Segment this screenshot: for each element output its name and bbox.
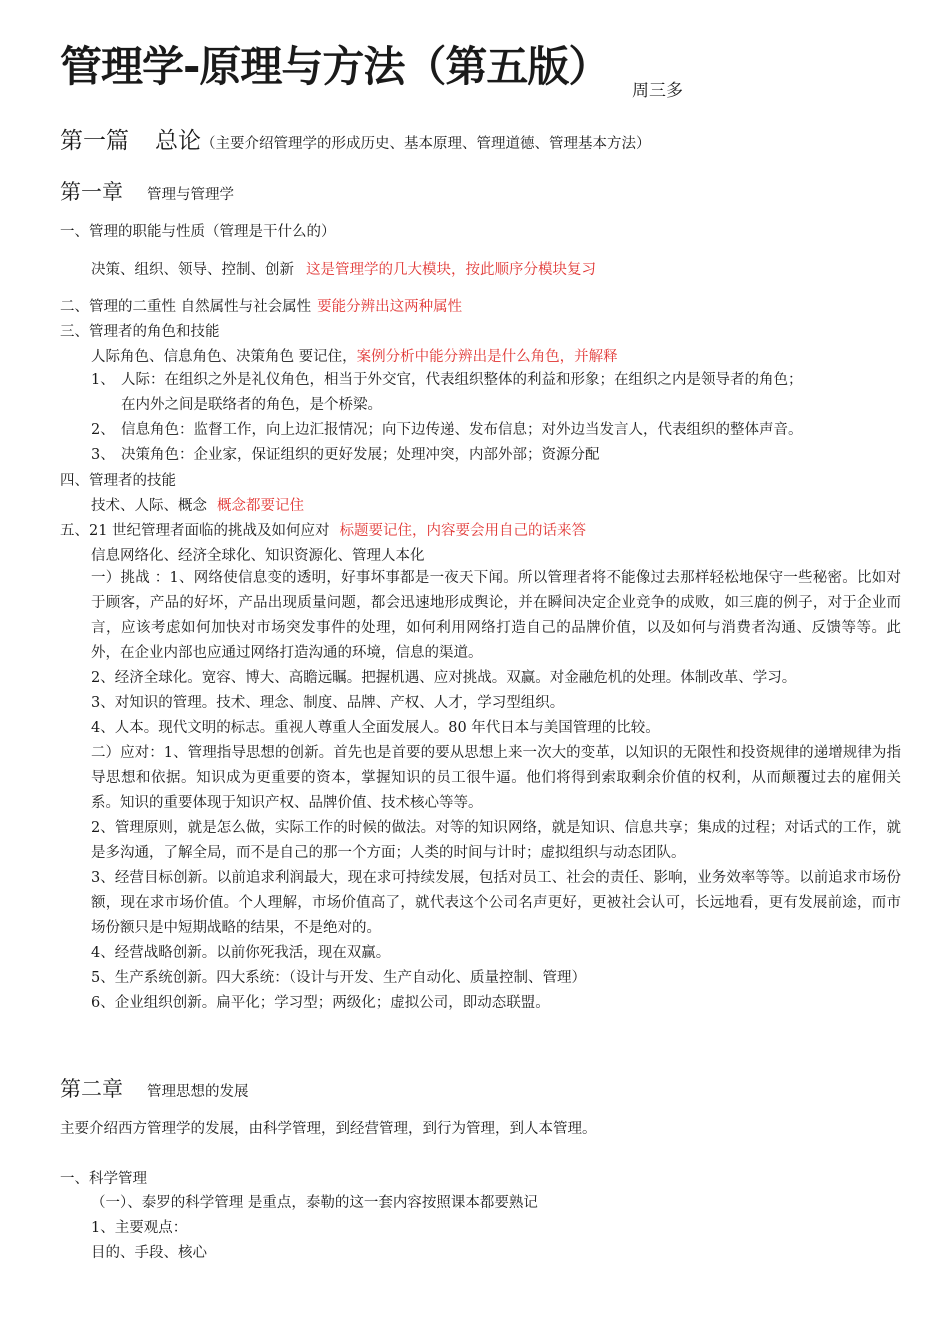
- document-title: 管理学-原理与方法（第五版）: [60, 42, 610, 91]
- study-note: 这是管理学的几大模块，按此顺序分模块复习: [306, 262, 596, 278]
- skills-list: 技术、人际、概念: [91, 498, 207, 514]
- point-heading: 1、主要观点：: [91, 1220, 188, 1236]
- paragraph: 3、对知识的管理。技术、理念、制度、品牌、产权、人才，学习型组织。: [91, 695, 565, 711]
- paragraph: 二）应对：1、管理指导思想的创新。首先也是首要的要从思想上来一次大的变革，以知识的无限性和投资规律的递增规律为指导思想和依据。知识成为更重要的资本，掌握知识的员工很牛逼。他们将得到索取剩余价值的权利，从而颠覆过去的雇佣关系。知识的重要体现于知识产权、品牌价值、技术核心等等。: [91, 745, 901, 811]
- study-note: 要能分辨出这两种属性: [317, 299, 463, 315]
- part-description: （主要介绍管理学的形成历史、基本原理、管理道德、管理基本方法）: [201, 136, 651, 152]
- section-5-title: 五、21 世纪管理者面临的挑战及如何应对: [60, 523, 330, 539]
- chapter-2-heading: [60, 1073, 249, 1103]
- chapter-name: 管理与管理学: [147, 187, 234, 203]
- part-heading: [60, 122, 651, 155]
- section-4-content: [91, 494, 304, 515]
- chapter-1-heading: [60, 176, 234, 206]
- paragraph: 4、人本。现代文明的标志。重视人尊重人全面发展人。80 年代日本与美国管理的比较。: [91, 720, 660, 736]
- subsection-heading: （一）、泰罗的科学管理 是重点，泰勒的这一套内容按照课本都要熟记: [91, 1195, 538, 1211]
- section-heading-1: 一、科学管理: [60, 1171, 147, 1187]
- item-number: 1、: [91, 372, 115, 388]
- section-heading-1: 一、管理的职能与性质（管理是干什么的）: [60, 224, 336, 240]
- item-number: 3、: [91, 447, 115, 463]
- paragraph: 2、管理原则，就是怎么做，实际工作的时候的做法。对等的知识网络，就是知识、信息共享；集成的过程；对话式的工作，就是多沟通，了解全局，而不是自己的那一个方面；人类的时间与计时；虚拟组织与动态团队。: [91, 820, 901, 861]
- section-2-title: 二、管理的二重性 自然属性与社会属性: [60, 299, 312, 315]
- roles-list: 人际角色、信息角色、决策角色 要记住，: [91, 349, 357, 365]
- list-item: [91, 443, 901, 468]
- item-text: 人际：在组织之外是礼仪角色，相当于外交官，代表组织整体的利益和形象；在组织之内是领导者的角色；: [121, 372, 803, 388]
- section-5-summary: 信息网络化、经济全球化、知识资源化、管理人本化: [91, 548, 425, 564]
- item-number: 2、: [91, 422, 115, 438]
- paragraph: 4、经营战略创新。以前你死我活，现在双赢。: [91, 945, 391, 961]
- chapter-name: 管理思想的发展: [147, 1084, 249, 1100]
- item-text-continued: 在内外之间是联络者的角色，是个桥梁。: [121, 397, 382, 413]
- functions-list: 决策、组织、领导、控制、创新: [91, 262, 294, 278]
- point-content: 目的、手段、核心: [91, 1245, 207, 1261]
- paragraph: 5、生产系统创新。四大系统：（设计与开发、生产自动化、质量控制、管理）: [91, 970, 586, 986]
- item-text: 决策角色：企业家，保证组织的更好发展；处理冲突，内部外部；资源分配: [121, 447, 600, 463]
- list-item: [91, 418, 901, 443]
- paragraph: 6、企业组织创新。扁平化；学习型；两级化；虚拟公司，即动态联盟。: [91, 995, 550, 1011]
- study-note: 标题要记住，内容要会用自己的话来答: [339, 523, 587, 539]
- section-heading-3: 三、管理者的角色和技能: [60, 324, 220, 340]
- section-heading-2: [60, 295, 462, 316]
- section-3-content: [91, 345, 618, 366]
- paragraph: 3、经营目标创新。以前追求利润最大，现在求可持续发展，包括对员工、社会的责任、影响，业务效率等等。以前追求市场份额，现在求市场价值。个人理解，市场价值高了，就代表这个公司名声更好，更被社会认可，长远地看，更有发展前途，而市场份额只是中短期战略的结果，不是绝对的。: [91, 870, 901, 936]
- study-note: 概念都要记住: [217, 498, 304, 514]
- section-heading-4: 四、管理者的技能: [60, 473, 176, 489]
- paragraph: 2、经济全球化。宽容、博大、高瞻远瞩。把握机遇、应对挑战。双赢。对金融危机的处理。体制改革、学习。: [91, 670, 797, 686]
- item-text: 信息角色：监督工作，向上边汇报情况；向下边传递、发布信息；对外边当发言人，代表组织的整体声音。: [121, 422, 803, 438]
- part-name: 总论: [155, 128, 201, 154]
- chapter-number: 第一章: [60, 180, 123, 204]
- paragraph: 一）挑战 ：1、网络使信息变的透明，好事坏事都是一夜天下闻。所以管理者将不能像过去那样轻松地保守一些秘密。比如对于顾客，产品的好坏，产品出现质量问题，都会迅速地形成舆论，并在瞬间决定企业竞争的成败，如三鹿的例子，对于企业而言，应该考虑如何加快对市场突发事件的处理，如何利用网络打造自己的品牌价值，以及如何与消费者沟通、反馈等等。此外，在企业内部也应通过网络打造沟通的环境，信息的渠道。: [91, 570, 901, 661]
- study-note: 案例分析中能分辨出是什么角色，并解释: [356, 349, 618, 365]
- part-label: 第一篇: [60, 128, 129, 154]
- section-heading-5: [60, 519, 586, 540]
- chapter-2-intro: 主要介绍西方管理学的发展，由科学管理，到经营管理，到行为管理，到人本管理。: [60, 1121, 597, 1137]
- list-item: [91, 368, 901, 418]
- author-name: 周三多: [632, 81, 683, 101]
- chapter-number: 第二章: [60, 1077, 123, 1101]
- section-1-content: [91, 258, 596, 279]
